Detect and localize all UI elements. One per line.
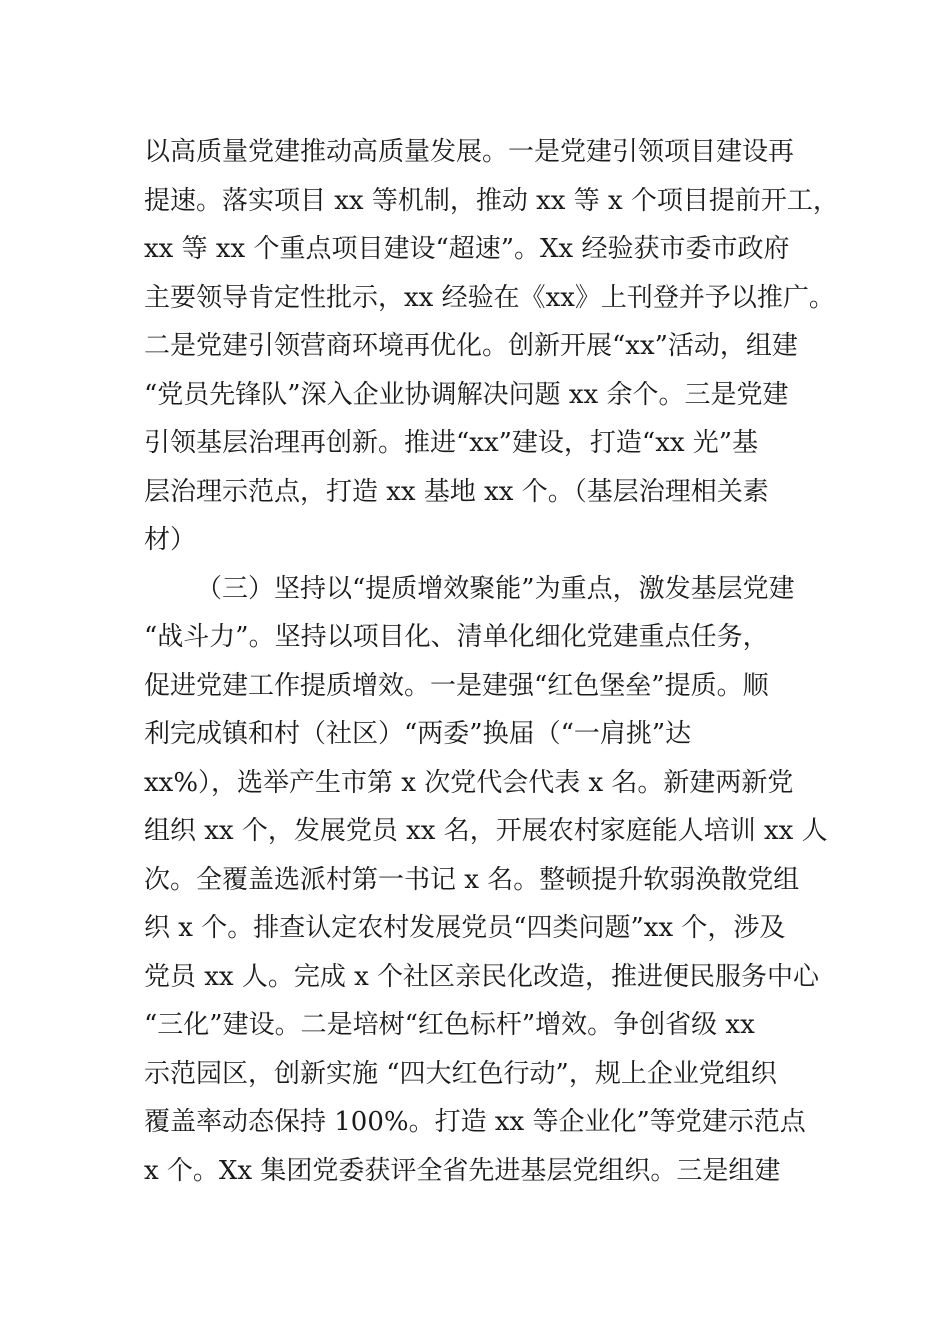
text-line: 利完成镇和村（社区）“两委”换届（“一肩挑”达	[144, 719, 692, 749]
text-line: x 个。Xx 集团党委获评全省先进基层党组织。三是组建	[144, 1155, 781, 1186]
text-line: 覆盖率动态保持 100%。打造 xx 等企业化”等党建示范点	[144, 1107, 806, 1137]
document-body-text	[144, 128, 839, 1195]
text-line: 二是党建引领营商环境再优化。创新开展“xx”活动，组建	[144, 331, 798, 361]
text-line: xx%），选举产生市第 x 次党代会代表 x 名。新建两新党	[144, 767, 794, 798]
text-line: “战斗力”。坚持以项目化、清单化细化党建重点任务，	[144, 622, 769, 652]
text-line: “党员先锋队”深入企业协调解决问题 xx 余个。三是党建	[144, 379, 789, 410]
text-line: xx 等 xx 个重点项目建设“超速”。Xx 经验获市委市政府	[144, 234, 790, 264]
text-line: 主要领导肯定性批示，xx 经验在《xx》上刊登并予以推广。	[144, 282, 835, 313]
text-line: “三化”建设。二是培树“红色标杆”增效。争创省级 xx	[144, 1010, 755, 1040]
text-line: 党员 xx 人。完成 x 个社区亲民化改造，推进便民服务中心	[144, 961, 820, 992]
text-line: 织 x 个。排查认定农村发展党员“四类问题”xx 个，涉及	[144, 913, 786, 943]
text-line: 引领基层治理再创新。推进“xx”建设，打造“xx 光”基	[144, 428, 759, 458]
text-line: 以高质量党建推动高质量发展。一是党建引领项目建设再	[144, 137, 795, 167]
text-line: 层治理示范点，打造 xx 基地 xx 个。（基层治理相关素	[144, 476, 769, 507]
text-line: 材）	[144, 525, 197, 555]
text-line: 提速。落实项目 xx 等机制，推动 xx 等 x 个项目提前开工，	[144, 185, 839, 216]
text-line: 次。全覆盖选派村第一书记 x 名。整顿提升软弱涣散党组	[144, 864, 800, 895]
text-line: 促进党建工作提质增效。一是建强“红色堡垒”提质。顺	[144, 670, 769, 701]
text-line: 组织 xx 个，发展党员 xx 名，开展农村家庭能人培训 xx 人	[144, 816, 828, 846]
paragraph-heading-line: （三）坚持以“提质增效聚能”为重点，激发基层党建	[196, 573, 795, 604]
text-line: 示范园区，创新实施 “四大红色行动”，规上企业党组织	[144, 1058, 777, 1089]
